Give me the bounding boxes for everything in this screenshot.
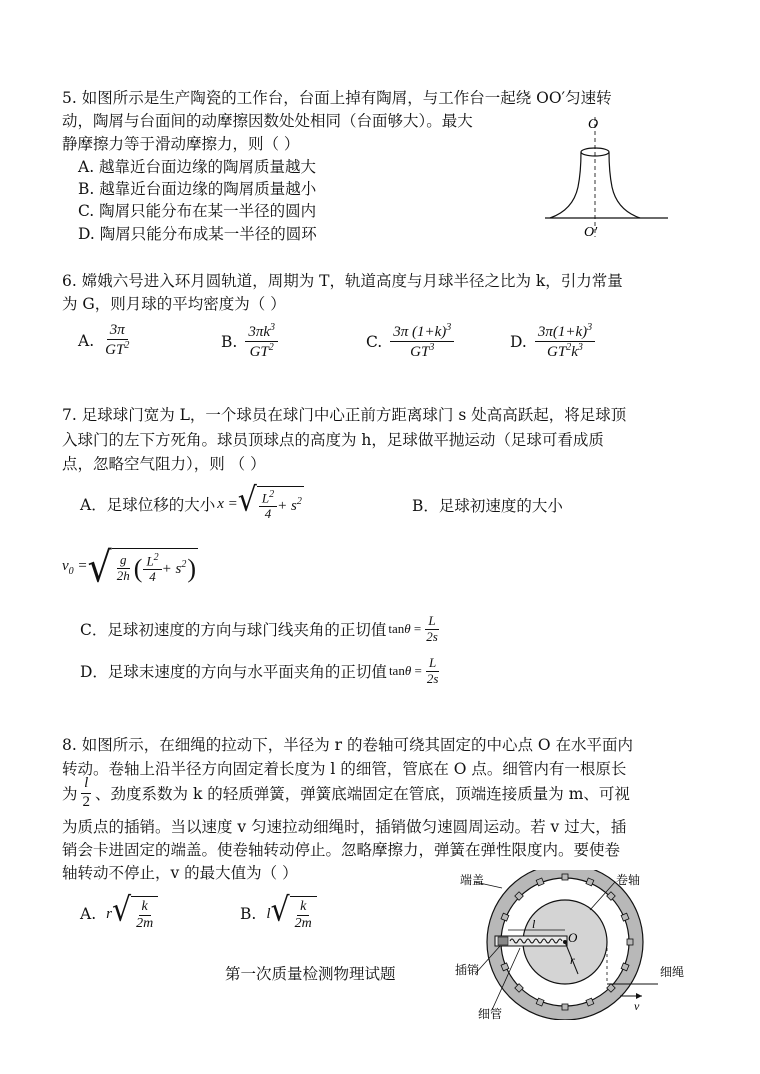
q5-label-o-prime: O′ (584, 225, 598, 240)
q8-stem-line1: 8. 如图所示，在细绳的拉动下，半径为 r 的卷轴可绕其固定的中心点 O 在水平面内 (62, 736, 634, 754)
q8-option-b: B. l √ $\frac{k}{2m}$ (240, 896, 317, 932)
q6-option-a (78, 322, 132, 360)
q5-label-o: O (588, 117, 599, 132)
q8-label-duangai: 端盖 (460, 873, 485, 887)
q6-option-b-label: B. (221, 332, 238, 351)
q6-option-d (510, 322, 595, 362)
q6-option-c (366, 322, 454, 362)
q7-stem-line2: 入球门的左下方死角。球员顶球点的高度为 h，足球做平抛运动（足球可看成质 (62, 431, 604, 449)
q8-label-l: l (532, 917, 536, 931)
q8-option-b-label: B. (240, 905, 257, 924)
q6-option-c-label: C. (366, 332, 383, 351)
q7-option-a-text: A．足球位移的大小 (80, 496, 216, 515)
q7-option-c-formula: $\frac{L}{2s}$ (426, 613, 438, 644)
q7-option-c-text: C．足球初速度的方向与球门线夹角的正切值 (80, 621, 387, 640)
endcap-notch (562, 874, 568, 880)
q6-option-d-label: D. (510, 332, 527, 351)
q6-option-d-formula: $\frac{3\pi(1+k)^3}{GT^2k^3}$ (535, 322, 595, 362)
q8-stem-line4: 为质点的插销。当以速度 v 匀速拉动细绳时，插销做匀速圆周运动。若 v 过大，插 (62, 818, 627, 836)
q6-stem-line2: 为 G，则月球的平均密度为（ ） (62, 295, 286, 313)
q5-stem-line3: 静摩擦力等于滑动摩擦力，则（ ） (62, 135, 300, 153)
q7-option-d: D．足球末速度的方向与水平面夹角的正切值 tanθ = $\frac{L}{2s}$ (80, 656, 441, 687)
q5-option-d: D. 陶屑只能分布成某一半径的圆环 (78, 225, 317, 243)
q5-option-a: A. 越靠近台面边缘的陶屑质量越大 (78, 158, 317, 176)
q8-stem-line3b: 、劲度系数为 k 的轻质弹簧，弹簧底端固定在管底，顶端连接质量为 m、可视 (95, 785, 630, 803)
q8-label-juanzhou: 卷轴 (616, 873, 641, 887)
q7-option-b-text: B．足球初速度的大小 (412, 497, 563, 515)
q5-option-c: C. 陶屑只能分布在某一半径的圆内 (78, 202, 317, 220)
q8-stem-line5: 销会卡进固定的端盖。使卷轴转动停止。忽略摩擦力，弹簧在弹性限度内。要使卷 (62, 841, 621, 859)
q7-option-a: A．足球位移的大小 x = √ $\frac{L^2}{4}$ + $s^2$ (80, 480, 302, 522)
q7-stem-line3: 点，忽略空气阻力），则 （ ） (62, 455, 266, 473)
q7-option-c: C．足球初速度的方向与球门线夹角的正切值 tanθ = $\frac{L}{2s}$ (80, 614, 441, 645)
q8-label-xiguan: 细管 (478, 1007, 503, 1020)
q8-half-l-formula: $\frac{l}{2}$ (82, 775, 91, 810)
q7-option-d-formula: $\frac{L}{2s}$ (426, 655, 439, 686)
q8-reel-figure (420, 870, 720, 1020)
q8-stem-line6: 轴转动不停止，v 的最大值为（ ） (62, 864, 298, 882)
q5-stem-line2: 动，陶屑与台面间的动摩擦因数处处相同（台面够大）。最大 (62, 112, 473, 130)
q8-stem-line2: 转动。卷轴上沿半径方向固定着长度为 l 的细管，管底在 O 点。细管内有一根原长 (62, 760, 627, 778)
q6-option-b (221, 322, 278, 362)
q5-stem-line1: 5. 如图所示是生产陶瓷的工作台，台面上掉有陶屑，与工作台一起绕 OO′匀速转 (62, 89, 612, 107)
q8-option-a-formula: √ $\frac{k}{2m}$ (112, 896, 158, 932)
q8-option-b-formula: √ $\frac{k}{2m}$ (271, 896, 317, 932)
footer-title: 第一次质量检测物理试题 (225, 965, 396, 983)
q8-label-xisheng: 细绳 (660, 965, 685, 979)
q8-label-v: v (634, 999, 640, 1013)
q7-option-d-text: D．足球末速度的方向与水平面夹角的正切值 (80, 663, 387, 682)
q6-stem-line1: 6. 嫦娥六号进入环月圆轨道，周期为 T，轨道高度与月球半径之比为 k，引力常量 (62, 272, 623, 290)
q7-stem-line1: 7. 足球球门宽为 L，一个球员在球门中心正前方距离球门 s 处高高跃起，将足球顶 (62, 406, 627, 424)
q6-option-b-formula: $\frac{3\pi k^3}{GT^2}$ (245, 322, 278, 362)
q6-option-c-formula: $\frac{3\pi (1+k)^3}{GT^3}$ (390, 322, 454, 362)
endcap-notch (627, 939, 633, 945)
q6-option-a-formula: $\frac{3\pi}{GT^2}$ (105, 322, 130, 359)
q8-label-o: O (568, 930, 578, 945)
q7-option-b-formula: $v_0$ = √ $\frac{g}{2h}$ ( $\frac{L^2}{4}$ + $s^2$ ) (62, 542, 197, 592)
q8-stem-line3 (62, 768, 630, 818)
q8-stem-line3a: 为 (62, 785, 78, 803)
q5-option-b: B. 越靠近台面边缘的陶屑质量越小 (78, 180, 317, 198)
q6-option-a-label: A. (78, 331, 95, 350)
q8-option-a: A. r √ $\frac{k}{2m}$ (80, 896, 158, 932)
q7-option-a-formula: √ $\frac{L^2}{4}$ + $s^2$ (237, 480, 302, 522)
q8-option-a-label: A. (80, 905, 97, 924)
q5-turntable-figure (540, 112, 675, 242)
endcap-notch (562, 1004, 568, 1010)
q8-label-r: r (570, 953, 575, 967)
q8-label-chaxiao: 插销 (455, 963, 480, 977)
